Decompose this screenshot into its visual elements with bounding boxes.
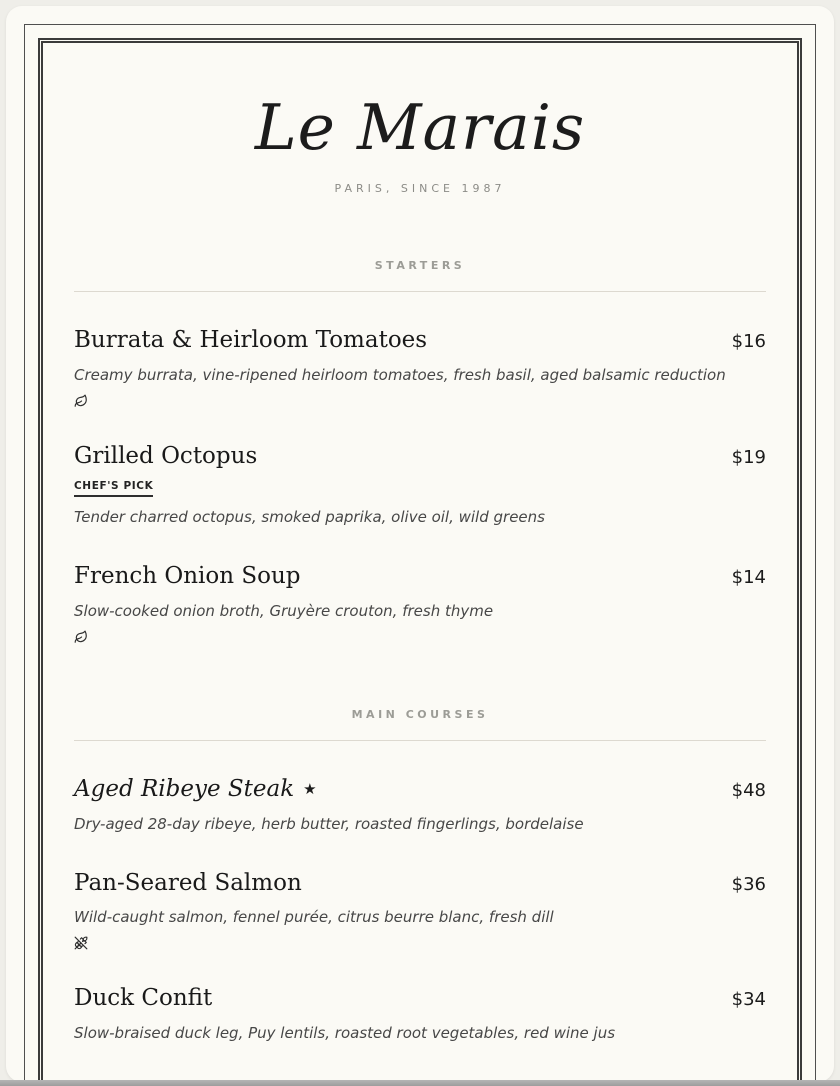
section-starters xyxy=(74,259,766,644)
dish-name: Burrata & Heirloom Tomatoes xyxy=(74,327,428,354)
menu-item-duck xyxy=(74,985,766,1044)
dish-description: Creamy burrata, vine-ripened heirloom tomatoes, fresh basil, aged balsamic reduction xyxy=(74,365,726,384)
menu-content xyxy=(43,43,797,1082)
section-main-courses xyxy=(74,708,766,1044)
dish-price: $19 xyxy=(731,446,766,468)
dish-price: $14 xyxy=(731,567,766,589)
restaurant-tagline: PARIS, SINCE 1987 xyxy=(334,182,506,196)
dish-name: Pan-Seared Salmon xyxy=(74,869,302,896)
dish-description: Wild-caught salmon, fennel purée, citrus beurre blanc, fresh dill xyxy=(74,908,554,927)
leaf-icon xyxy=(74,630,88,644)
menu-header xyxy=(74,43,766,195)
dish-icons xyxy=(74,393,766,408)
dish-price: $16 xyxy=(731,331,766,353)
section-divider xyxy=(74,291,766,292)
dish-name: French Onion Soup xyxy=(74,563,301,590)
window-bottom-edge xyxy=(0,1080,840,1086)
dish-price: $48 xyxy=(731,780,766,802)
menu-item-ribeye xyxy=(74,776,766,835)
dish-description: Slow-cooked onion broth, Gruyère crouton, fresh thyme xyxy=(74,602,494,621)
leaf-icon xyxy=(74,394,88,408)
dish-icons xyxy=(74,935,766,950)
menu-item-burrata xyxy=(74,327,766,408)
dish-price: $36 xyxy=(731,873,766,895)
star-icon: ★ xyxy=(303,780,317,799)
restaurant-title: Le Marais xyxy=(254,91,586,164)
section-label: STARTERS xyxy=(374,259,466,273)
dish-name: Duck Confit xyxy=(74,985,213,1012)
menu-item-onion-soup xyxy=(74,563,766,644)
menu-item-octopus xyxy=(74,443,766,529)
dish-name xyxy=(74,776,317,804)
chefs-pick-badge: CHEF'S PICK xyxy=(74,480,153,497)
section-divider xyxy=(74,740,766,741)
dish-icons xyxy=(74,629,766,644)
dish-price: $34 xyxy=(731,989,766,1011)
menu-card xyxy=(6,6,834,1082)
dish-description: Slow-braised duck leg, Puy lentils, roasted root vegetables, red wine jus xyxy=(74,1023,616,1042)
dish-name-text: Aged Ribeye Steak xyxy=(74,776,295,803)
dish-description: Dry-aged 28-day ribeye, herb butter, roasted fingerlings, bordelaise xyxy=(74,814,584,833)
wheat-off-icon xyxy=(74,936,88,950)
menu-item-salmon xyxy=(74,870,766,951)
section-label: MAIN COURSES xyxy=(351,708,489,722)
dish-description: Tender charred octopus, smoked paprika, olive oil, wild greens xyxy=(74,508,545,527)
dish-name: Grilled Octopus xyxy=(74,442,258,469)
